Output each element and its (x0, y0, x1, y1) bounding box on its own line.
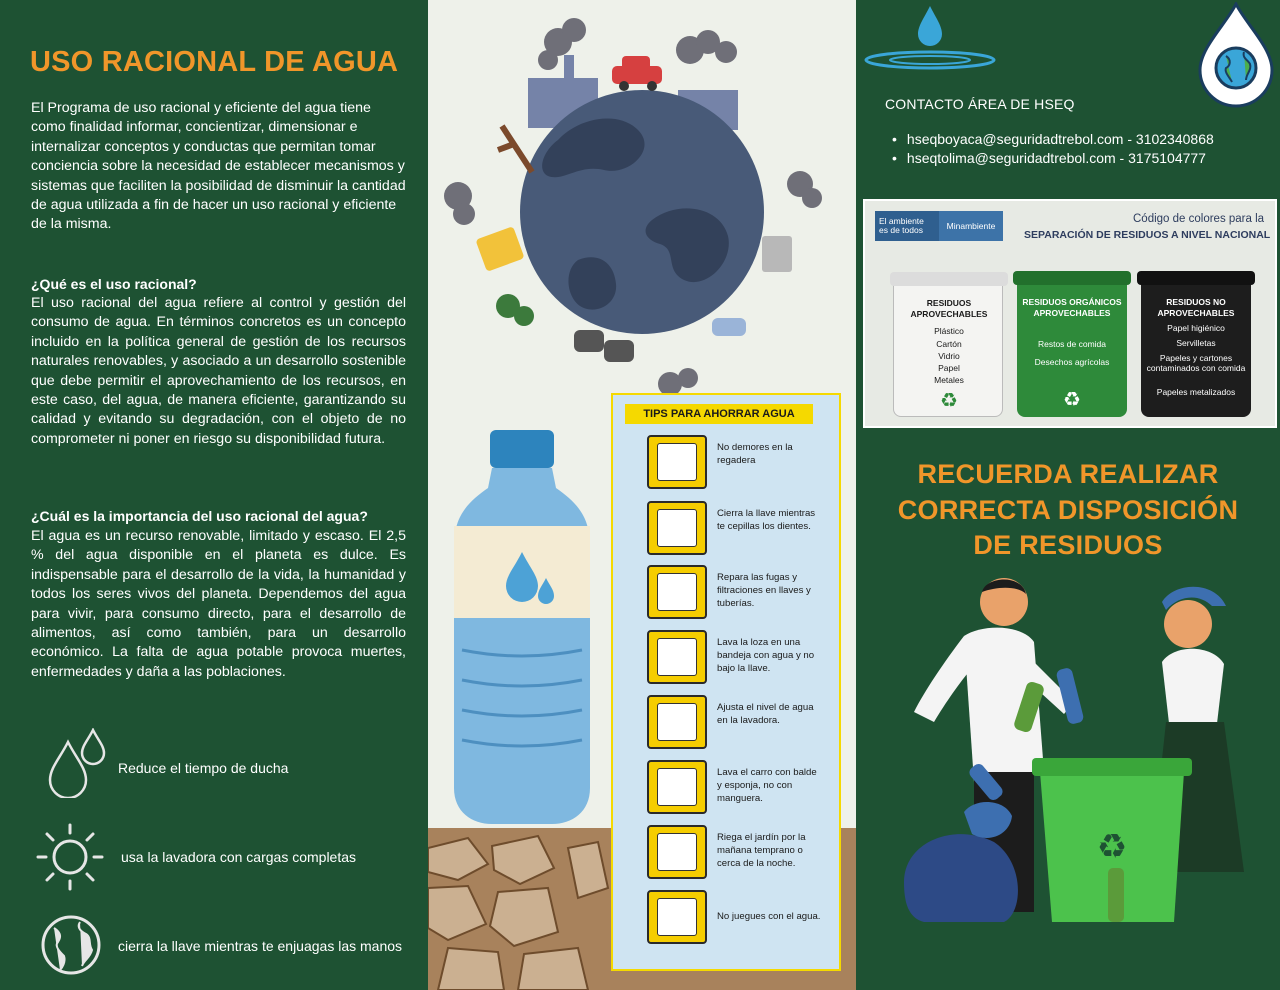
bucket-sponge-icon (647, 760, 707, 814)
bin-item: Papeles y cartones contaminados con comida (1146, 353, 1246, 373)
bin-item: Vidrio (938, 351, 960, 361)
right-panel (856, 0, 1280, 990)
water-drop-globe-icon (1196, 2, 1276, 108)
polluted-earth-illustration (428, 0, 856, 400)
bin-item: Cartón (936, 339, 962, 349)
bin-item: Papeles metalizados (1156, 387, 1236, 397)
water-bottle-illustration (442, 428, 602, 828)
waste-separation-infographic (863, 199, 1277, 428)
infographic-title: SEPARACIÓN DE RESIDUOS A NIVEL NACIONAL (1024, 229, 1271, 241)
logo-text: Minambiente (939, 211, 1003, 241)
bin-item: Restos de comida (1037, 339, 1107, 349)
tip-row-2 (613, 501, 843, 563)
tip-text-2: usa la lavadora con cargas completas (121, 849, 357, 865)
tip-row-1 (613, 435, 843, 497)
globe-icon (40, 914, 102, 976)
bin-item: Plástico (934, 326, 964, 336)
reminder-heading (856, 457, 1280, 564)
tip-text: No demores en la regadera (717, 442, 793, 466)
contact-list (892, 130, 1214, 168)
middle-panel (428, 0, 856, 990)
tip-row-4 (613, 630, 843, 692)
bin-item: Papel (938, 363, 960, 373)
left-panel (0, 0, 428, 990)
wrench-icon (647, 565, 707, 619)
tip-text: Riega el jardín por la mañana temprano o cerca de la noche. (717, 832, 806, 869)
reminder-line: DE RESIDUOS (973, 530, 1163, 560)
tip-text: Ajusta el nivel de agua en la lavadora. (717, 702, 814, 726)
tip-text-1: Reduce el tiempo de ducha (118, 760, 289, 776)
answer-paragraph-2: El agua es un recurso renovable, limitado y escaso. El 2,5 % del agua disponible en el planeta es dulce. Es indispensable para el desarrollo de la vida, la humanidad y todos los seres vivos del planeta. Dependemos del agua para vivir, para consumo directo, para el desarrollo de alimentos, así como también, para un desarrollo económico. La falta de agua potable provoca muertes, enfermedades y daña a las poblaciones. (31, 528, 406, 680)
tips-title: TIPS PARA AHORRAR AGUA (625, 404, 813, 424)
tip-text: Cierra la llave mientras te cepillas los dientes. (717, 508, 816, 532)
dish-basin-icon (647, 630, 707, 684)
bin-organicos (1017, 277, 1127, 417)
washer-level-icon (647, 695, 707, 749)
sun-icon (36, 823, 104, 891)
bin-item: Metales (934, 375, 964, 385)
water-splash-icon (862, 4, 1002, 76)
faucet-toothbrush-icon (647, 501, 707, 555)
tip-text: Lava el carro con balde y esponja, no con manguera. (717, 767, 817, 804)
tip-text: No juegues con el agua. (717, 911, 821, 922)
contact-item: • hseqboyaca@seguridadtrebol.com - 3102340868 (892, 130, 1214, 149)
water-saving-tips-card (611, 393, 841, 971)
tip-text: Repara las fugas y filtraciones en llaves y tuberías. (717, 572, 811, 609)
bin-aprovechables (893, 277, 1003, 417)
answer-paragraph-1: El uso racional del agua refiere al control y gestión del consumo de agua. En términos concretos es un concepto incluido en la política general de gestión de los recursos naturales renovables, y asociado a un desarrollo sostenible que debe permitir el aprovechamiento de los recursos, en este caso, del agua, de manera eficiente, garantizando su calidad y evitando su degradación, con el objeto de no comprometer ni poner en riesgo su disponibilidad futura. (31, 295, 406, 447)
recycle-icon: ♻ (940, 390, 958, 412)
intro-paragraph: El Programa de uso racional y eficiente del agua tiene como finalidad informar, concientizar, dimensionar e internalizar conceptos y conductas que permitan tomar conciencia sobre la necesidad de establecer mecanismos y sistemas que faciliten la posibilidad de disminuir la cantidad de agua utilizada a fin de hacer un uso racional y eficiente de la misma. (31, 100, 406, 233)
tip-row-3 (613, 565, 843, 627)
bin-title: RESIDUOS NO APROVECHABLES (1157, 297, 1235, 318)
bin-title: RESIDUOS APROVECHABLES (910, 298, 988, 319)
reminder-line: CORRECTA DISPOSICIÓN (897, 494, 1239, 525)
water-drops-icon (46, 728, 108, 798)
tip-row-7 (613, 825, 843, 887)
bin-item: Papel higiénico (1167, 323, 1225, 333)
bin-title: RESIDUOS ORGÁNICOS APROVECHABLES (1022, 297, 1122, 318)
tip-text: Lava la loza en una bandeja con agua y no bajo la llave. (717, 637, 815, 674)
logo-text: El ambiente es de todos (879, 216, 924, 235)
contact-item: • hseqtolima@seguridadtrebol.com - 3175104777 (892, 149, 1214, 168)
contact-title: CONTACTO ÁREA DE HSEQ (885, 96, 1075, 112)
tip-text-3: cierra la llave mientras te enjuagas las manos (118, 938, 403, 954)
shower-icon (647, 435, 707, 489)
tip-row-6 (613, 760, 843, 822)
question-heading-1: ¿Qué es el uso racional? (31, 276, 197, 292)
recycle-icon: ♻ (1063, 389, 1081, 411)
no-play-icon (647, 890, 707, 944)
people-recycling-illustration (894, 572, 1274, 990)
svg-text:♻: ♻ (1096, 827, 1128, 867)
tip-row-8 (613, 890, 843, 952)
garden-hose-icon (647, 825, 707, 879)
bin-no-aprovechables (1141, 277, 1251, 417)
reminder-line: RECUERDA REALIZAR (917, 459, 1219, 489)
infographic-subtitle: Código de colores para la (1133, 213, 1265, 225)
bin-item: Desechos agrícolas (1034, 357, 1110, 367)
tip-row-5 (613, 695, 843, 757)
page-title: USO RACIONAL DE AGUA (30, 46, 399, 78)
bin-item: Servilletas (1176, 338, 1216, 348)
question-heading-2: ¿Cuál es la importancia del uso racional del agua? (31, 508, 368, 524)
